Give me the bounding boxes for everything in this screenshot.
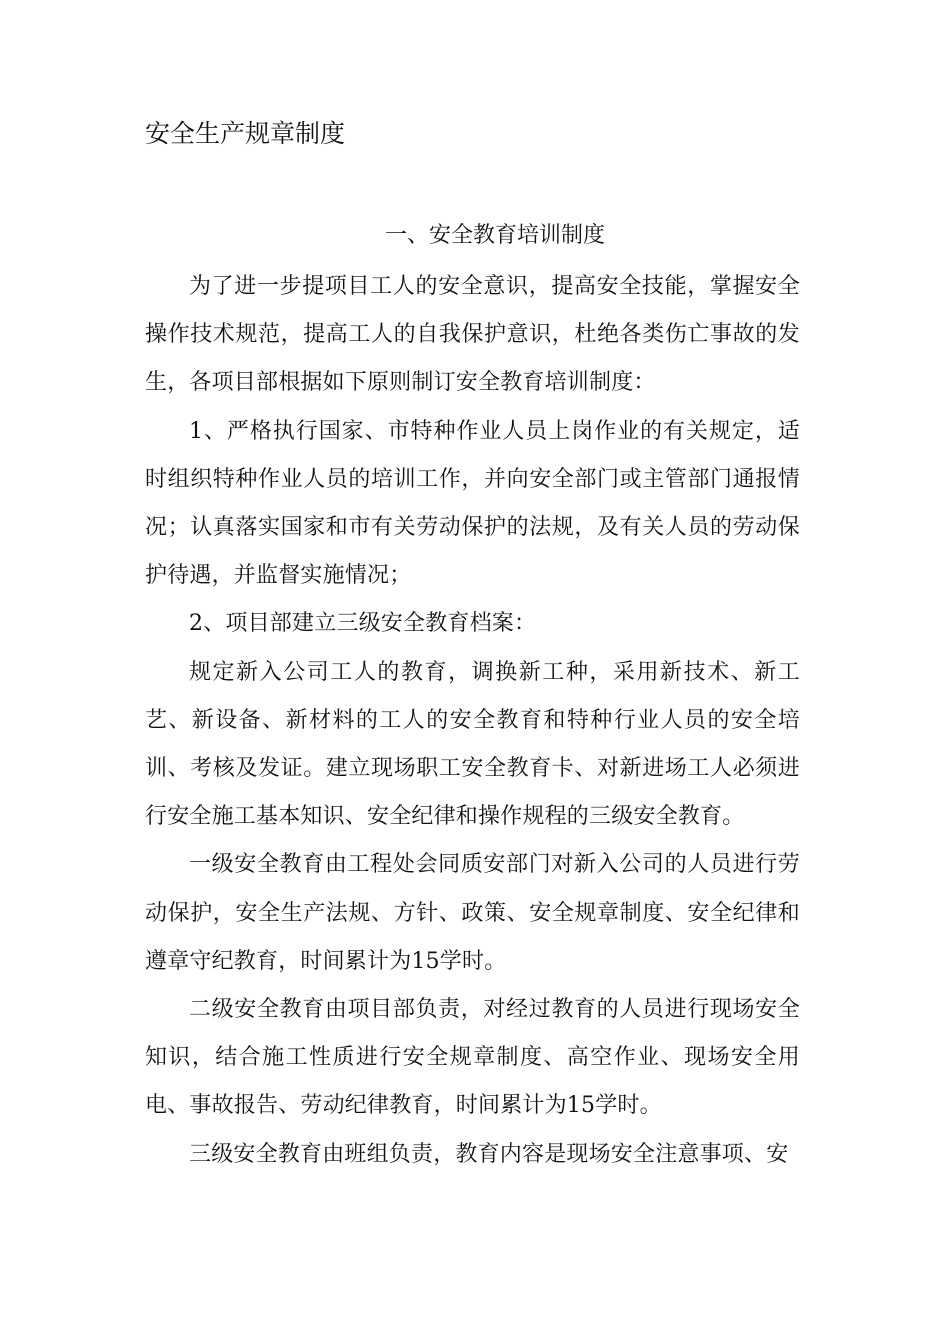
paragraph-item-2: 2、项目部建立三级安全教育档案： — [189, 611, 537, 637]
paragraph-level-2-education: 二级安全教育由项目部负责，对经过教育的人员进行现场安全知识，结合施工性质进行安全规章制度、高空作业、现场安全用电、事故报告、劳动纪律教育，时间累计为15学时。 — [145, 997, 800, 1119]
document-title: 安全生产规章制度 — [145, 119, 346, 148]
paragraph-level-3-education: 三级安全教育由班组负责，教育内容是现场安全注意事项、安 — [189, 1141, 789, 1167]
paragraph-new-worker-education: 规定新入公司工人的教育，调换新工种，采用新技术、新工艺、新设备、新材料的工人的安全教育和特种行业人员的安全培训、考核及发证。建立现场职工安全教育卡、对新进场工人必须进行安全施工基本知识、安全纪律和操作规程的三级安全教育。 — [145, 659, 800, 830]
paragraph-intro: 为了进一步提项目工人的安全意识，提高安全技能，掌握安全操作技术规范，提高工人的自我保护意识，杜绝各类伤亡事故的发生，各项目部根据如下原则制订安全教育培训制度： — [145, 274, 800, 396]
paragraph-level-1-education: 一级安全教育由工程处会同质安部门对新入公司的人员进行劳动保护，安全生产法规、方针、政策、安全规章制度、安全纪律和遵章守纪教育，时间累计为15学时。 — [145, 852, 800, 974]
section-heading: 一、安全教育培训制度 — [384, 223, 605, 248]
paragraph-item-1: 1、严格执行国家、市特种作业人员上岗作业的有关规定，适时组织特种作业人员的培训工作，并向安全部门或主管部门通报情况；认真落实国家和市有关劳动保护的法规，及有关人员的劳动保护待遇，并监督实施情况； — [145, 418, 800, 589]
document-body — [145, 263, 800, 1179]
